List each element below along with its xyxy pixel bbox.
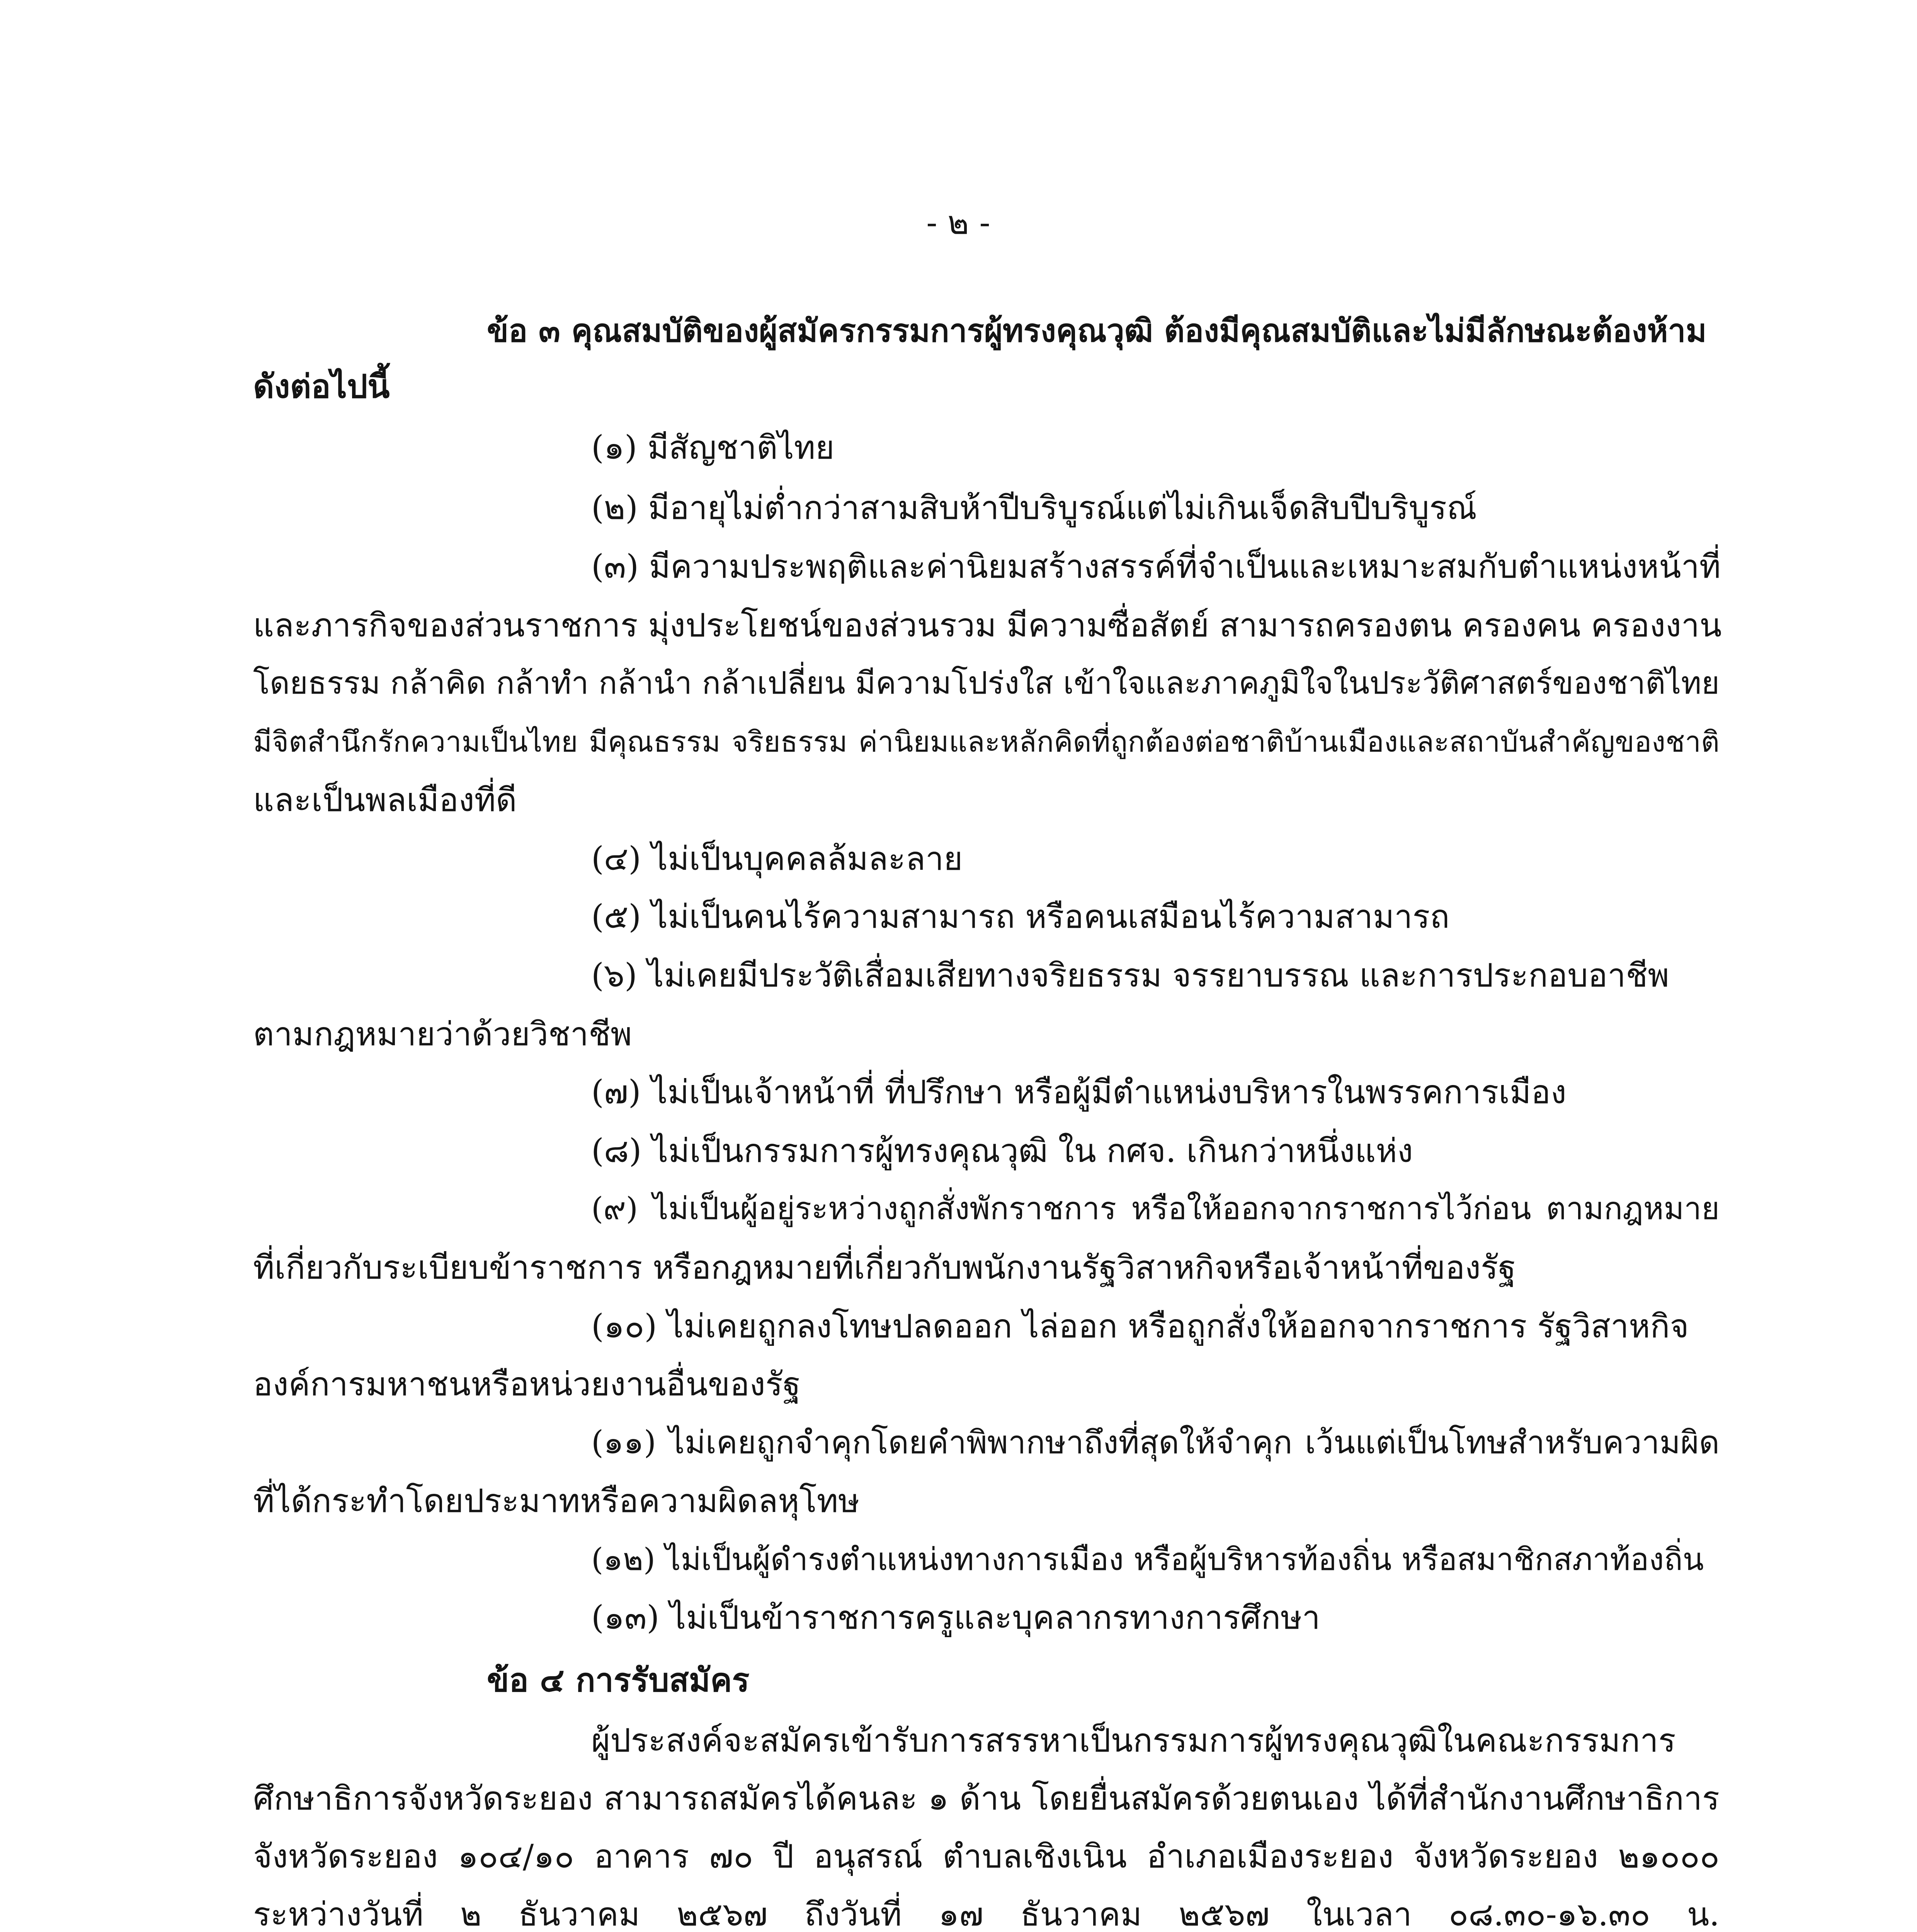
- qualification-item-2: (๒) มีอายุไม่ต่ำกว่าสามสิบห้าปีบริบูรณ์แต่ไม่เกินเจ็ดสิบปีบริบูรณ์: [591, 489, 1477, 527]
- qualification-item-10-cont: องค์การมหาชนหรือหน่วยงานอื่นของรัฐ: [253, 1365, 801, 1403]
- qualification-item-3-cont: มีจิตสำนึกรักความเป็นไทย มีคุณธรรม จริยธรรม ค่านิยมและหลักคิดที่ถูกต้องต่อชาติบ้านเมืองและสถาบันสำคัญของชาติ: [253, 725, 1720, 759]
- qualification-item-4: (๔) ไม่เป็นบุคคลล้มละลาย: [591, 840, 963, 878]
- qualification-item-3-cont: และภารกิจของส่วนราชการ มุ่งประโยชน์ของส่วนรวม มีความซื่อสัตย์ สามารถครองตน ครองคน ครองงาน: [253, 606, 1722, 644]
- qualification-item-7: (๗) ไม่เป็นเจ้าหน้าที่ ที่ปรึกษา หรือผู้มีตำแหน่งบริหารในพรรคการเมือง: [591, 1073, 1567, 1111]
- qualification-item-10: (๑๐) ไม่เคยถูกลงโทษปลดออก ไล่ออก หรือถูกสั่งให้ออกจากราชการ รัฐวิสาหกิจ: [591, 1307, 1689, 1345]
- page-number: - ๒ -: [926, 204, 990, 242]
- qualification-item-8: (๘) ไม่เป็นกรรมการผู้ทรงคุณวุฒิ ใน กศจ. เกินกว่าหนึ่งแห่ง: [591, 1132, 1413, 1170]
- qualification-item-1: (๑) มีสัญชาติไทย: [591, 429, 835, 466]
- qualification-item-11-cont: ที่ได้กระทำโดยประมาทหรือความผิดลหุโทษ: [253, 1482, 860, 1520]
- qualification-item-9-cont: ที่เกี่ยวกับระเบียบข้าราชการ หรือกฎหมายที่เกี่ยวกับพนักงานรัฐวิสาหกิจหรือเจ้าหน้าที่ของรัฐ: [253, 1248, 1516, 1286]
- qualification-item-12: (๑๒) ไม่เป็นผู้ดำรงตำแหน่งทางการเมือง หรือผู้บริหารท้องถิ่น หรือสมาชิกสภาท้องถิ่น: [591, 1541, 1704, 1577]
- qualification-item-13: (๑๓) ไม่เป็นข้าราชการครูและบุคลากรทางการศึกษา: [591, 1599, 1320, 1636]
- qualification-item-5: (๕) ไม่เป็นคนไร้ความสามารถ หรือคนเสมือนไร้ความสามารถ: [591, 898, 1450, 935]
- qualification-item-6-cont: ตามกฎหมายว่าด้วยวิชาชีพ: [253, 1015, 632, 1053]
- qualification-item-6: (๖) ไม่เคยมีประวัติเสื่อมเสียทางจริยธรรม จรรยาบรรณ และการประกอบอาชีพ: [591, 956, 1669, 994]
- application-paragraph-cont: จังหวัดระยอง ๑๐๔/๑๐ อาคาร ๗๐ ปี อนุสรณ์ ตำบลเชิงเนิน อำเภอเมืองระยอง จังหวัดระยอง ๒๑๐๐๐: [253, 1837, 1720, 1875]
- qualification-item-9: (๙) ไม่เป็นผู้อยู่ระหว่างถูกสั่งพักราชการ หรือให้ออกจากราชการไว้ก่อน ตามกฎหมาย: [591, 1190, 1720, 1226]
- qualification-item-3-cont: และเป็นพลเมืองที่ดี: [253, 781, 517, 819]
- qualification-item-3-cont: โดยธรรม กล้าคิด กล้าทำ กล้านำ กล้าเปลี่ยน มีความโปร่งใส เข้าใจและภาคภูมิใจในประวัติศาสตร์ของชาติไทย: [253, 665, 1720, 701]
- section3-heading: ข้อ ๓ คุณสมบัติของผู้สมัครกรรมการผู้ทรงคุณวุฒิ ต้องมีคุณสมบัติและไม่มีลักษณะต้องห้าม: [487, 312, 1707, 349]
- qualification-item-11: (๑๑) ไม่เคยถูกจำคุกโดยคำพิพากษาถึงที่สุดให้จำคุก เว้นแต่เป็นโทษสำหรับความผิด: [591, 1424, 1720, 1461]
- section3-heading-cont: ดังต่อไปนี้: [253, 367, 390, 405]
- qualification-item-3: (๓) มีความประพฤติและค่านิยมสร้างสรรค์ที่จำเป็นและเหมาะสมกับตำแหน่งหน้าที่: [591, 548, 1721, 585]
- application-paragraph: ผู้ประสงค์จะสมัครเข้ารับการสรรหาเป็นกรรมการผู้ทรงคุณวุฒิในคณะกรรมการ: [591, 1721, 1676, 1759]
- section4-heading: ข้อ ๔ การรับสมัคร: [487, 1661, 750, 1699]
- application-paragraph-cont: ระหว่างวันที่ ๒ ธันวาคม ๒๕๖๗ ถึงวันที่ ๑๗ ธันวาคม ๒๕๖๗ ในเวลา ๐๘.๓๐-๑๖.๓๐ น.: [253, 1895, 1720, 1932]
- application-paragraph-cont: ศึกษาธิการจังหวัดระยอง สามารถสมัครได้คนละ ๑ ด้าน โดยยื่นสมัครด้วยตนเอง ได้ที่สำนักงานศึกษาธิการ: [253, 1779, 1720, 1817]
